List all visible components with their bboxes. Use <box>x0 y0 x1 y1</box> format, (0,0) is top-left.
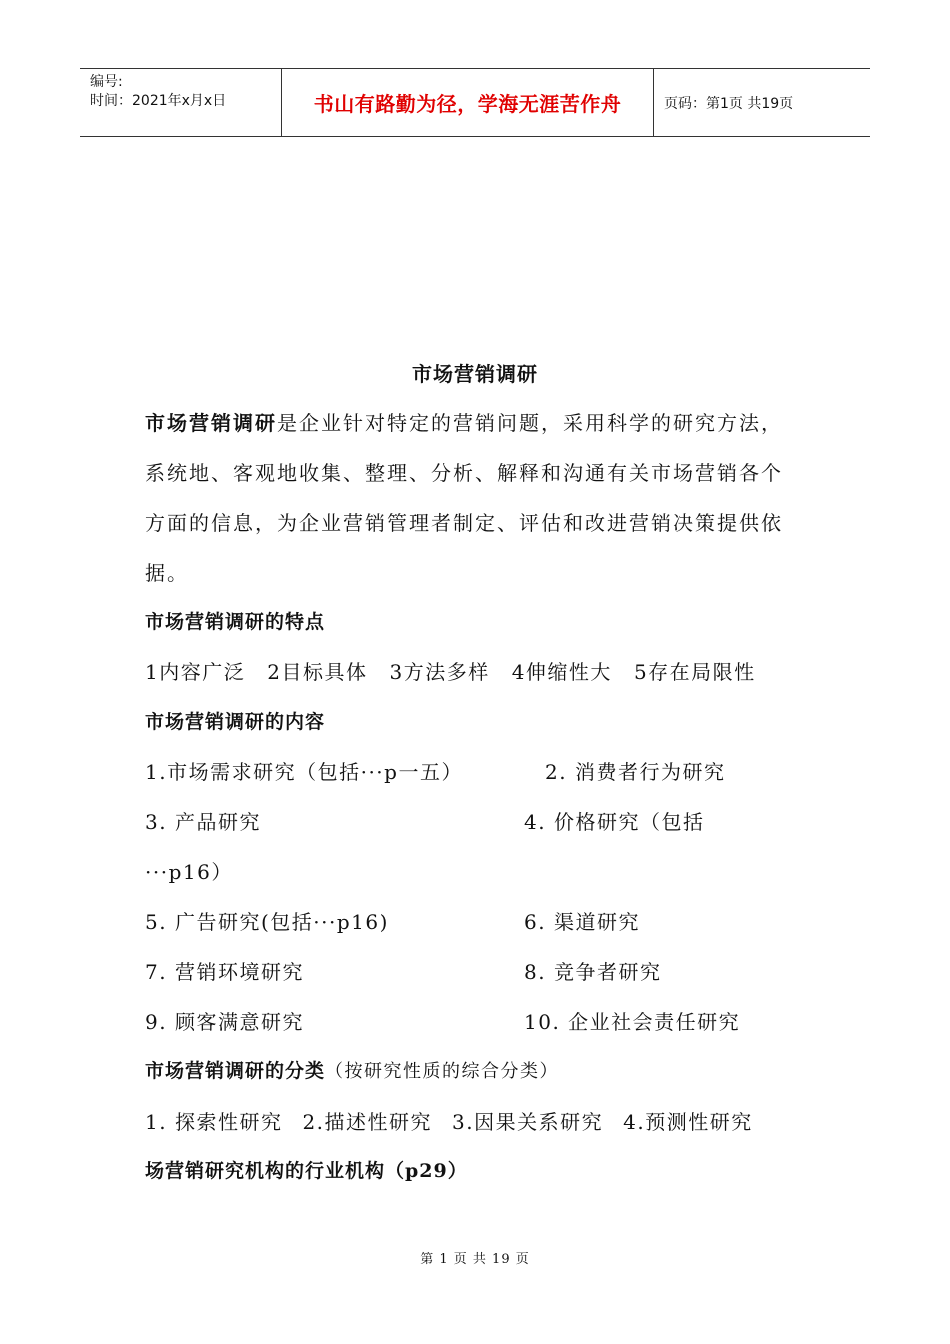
classification-item: 2.描述性研究 <box>302 1110 433 1134</box>
classification-heading-line <box>145 1056 559 1083</box>
content-item: 3. 产品研究 <box>145 810 261 834</box>
page-footer: 第 1 页 共 19 页 <box>420 1252 530 1267</box>
intro-text-line: 系统地、客观地收集、整理、分析、解释和沟通有关市场营销各个 <box>145 461 783 485</box>
institutions-heading: 场营销研究机构的行业机构（p29） <box>145 1160 468 1182</box>
intro-term: 市场营销调研 <box>145 411 277 435</box>
features-heading: 市场营销调研的特点 <box>145 611 326 633</box>
feature-item: 4伸缩性大 <box>511 660 612 684</box>
intro-text-line: 方面的信息，为企业营销管理者制定、评估和改进营销决策提供依 <box>145 511 783 535</box>
header-info-cell <box>80 69 282 136</box>
content-item: 5. 广告研究(包括···p16) <box>145 910 389 934</box>
content-item: 1.市场需求研究（包括···p一五） <box>145 760 463 784</box>
header-motto: 书山有路勤为径，学海无涯苦作舟 <box>282 69 654 136</box>
document-date-label: 时间：2021年x月x日 <box>90 93 227 109</box>
classification-heading: 市场营销调研的分类 <box>145 1060 326 1082</box>
page-header <box>80 68 870 137</box>
document-title: 市场营销调研 <box>412 362 538 386</box>
feature-item: 2目标具体 <box>267 660 368 684</box>
header-page-label: 页码：第1页 共19页 <box>664 95 794 112</box>
content-item-continuation: ···p16） <box>145 860 233 884</box>
features-list <box>145 656 756 685</box>
classification-item: 3.因果关系研究 <box>452 1110 604 1134</box>
intro-text-line: 是企业针对特定的营销问题，采用科学的研究方法， <box>277 411 783 435</box>
feature-item: 3方法多样 <box>389 660 490 684</box>
content-item: 10. 企业社会责任研究 <box>524 1010 741 1034</box>
feature-item: 1内容广泛 <box>145 660 246 684</box>
content-item: 6. 渠道研究 <box>524 910 640 934</box>
classification-item: 4.预测性研究 <box>623 1110 753 1134</box>
content-item: 2. 消费者行为研究 <box>545 760 726 784</box>
intro-paragraph <box>145 398 805 598</box>
content-item: 9. 顾客满意研究 <box>145 1010 304 1034</box>
content-heading: 市场营销调研的内容 <box>145 711 326 733</box>
content-item: 4. 价格研究（包括 <box>524 810 705 834</box>
classification-item: 1. 探索性研究 <box>145 1110 283 1134</box>
intro-text-line: 据。 <box>145 561 189 585</box>
document-number-label: 编号: <box>90 74 123 90</box>
content-item: 7. 营销环境研究 <box>145 960 304 984</box>
content-item: 8. 竞争者研究 <box>524 960 662 984</box>
classification-list <box>145 1106 753 1135</box>
feature-item: 5存在局限性 <box>633 660 756 684</box>
classification-subheading: （按研究性质的综合分类） <box>325 1061 560 1082</box>
